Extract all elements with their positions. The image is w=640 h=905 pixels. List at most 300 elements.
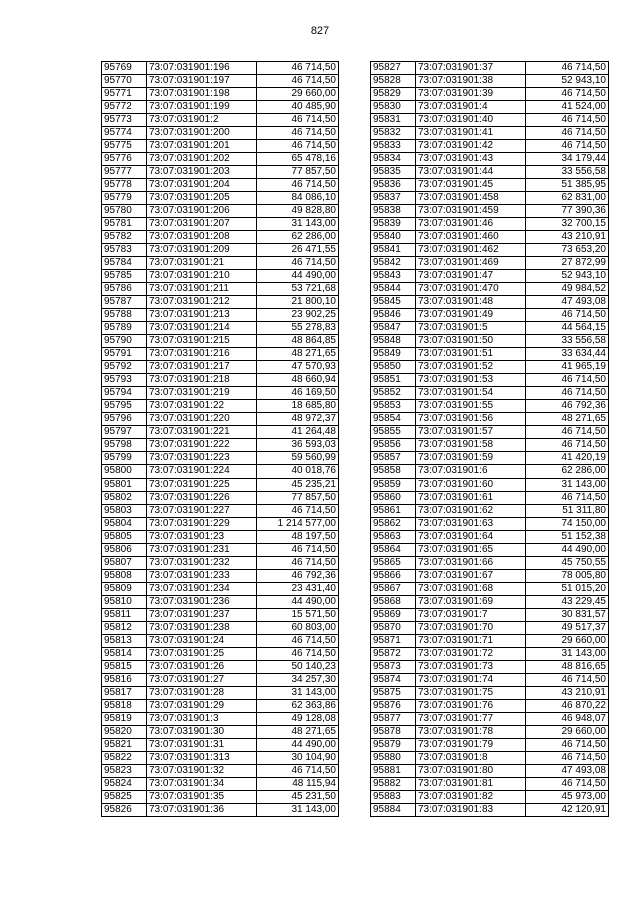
- value-cell: 48 271,65: [526, 413, 609, 426]
- table-row: [102, 387, 339, 400]
- table-row: [102, 322, 339, 335]
- value-cell: 44 564,15: [526, 322, 609, 335]
- row-number-cell: 95804: [102, 517, 147, 530]
- value-cell: 46 870,22: [526, 699, 609, 712]
- value-cell: 48 972,37: [257, 413, 339, 426]
- row-number-cell: 95769: [102, 62, 147, 75]
- value-cell: 41 524,00: [526, 101, 609, 114]
- table-row: [371, 491, 609, 504]
- value-cell: 78 005,80: [526, 569, 609, 582]
- cadastral-number-cell: 73:07:031901:83: [416, 803, 526, 816]
- cadastral-number-cell: 73:07:031901:52: [416, 361, 526, 374]
- cadastral-number-cell: 73:07:031901:8: [416, 751, 526, 764]
- table-row: [102, 283, 339, 296]
- cadastral-number-cell: 73:07:031901:206: [147, 205, 257, 218]
- table-row: [102, 205, 339, 218]
- value-cell: 44 490,00: [257, 595, 339, 608]
- cadastral-number-cell: 73:07:031901:205: [147, 192, 257, 205]
- row-number-cell: 95778: [102, 179, 147, 192]
- cadastral-number-cell: 73:07:031901:22: [147, 400, 257, 413]
- table-row: [371, 673, 609, 686]
- value-cell: 46 714,50: [257, 140, 339, 153]
- row-number-cell: 95828: [371, 75, 416, 88]
- row-number-cell: 95826: [102, 803, 147, 816]
- value-cell: 46 714,50: [526, 439, 609, 452]
- cadastral-number-cell: 73:07:031901:208: [147, 231, 257, 244]
- value-cell: 48 197,50: [257, 530, 339, 543]
- cadastral-number-cell: 73:07:031901:227: [147, 504, 257, 517]
- cadastral-number-cell: 73:07:031901:58: [416, 439, 526, 452]
- value-cell: 43 210,91: [526, 231, 609, 244]
- table-row: [371, 426, 609, 439]
- table-row: [102, 192, 339, 205]
- value-cell: 46 714,50: [257, 127, 339, 140]
- cadastral-number-cell: 73:07:031901:61: [416, 491, 526, 504]
- row-number-cell: 95818: [102, 699, 147, 712]
- table-row: [371, 647, 609, 660]
- value-cell: 18 685,80: [257, 400, 339, 413]
- table-row: [102, 335, 339, 348]
- value-cell: 46 714,50: [526, 387, 609, 400]
- table-row: [371, 335, 609, 348]
- cadastral-number-cell: 73:07:031901:201: [147, 140, 257, 153]
- table-row: [102, 439, 339, 452]
- cadastral-number-cell: 73:07:031901:53: [416, 374, 526, 387]
- table-row: [102, 374, 339, 387]
- row-number-cell: 95809: [102, 582, 147, 595]
- row-number-cell: 95795: [102, 400, 147, 413]
- value-cell: 62 363,86: [257, 699, 339, 712]
- value-cell: 47 570,93: [257, 361, 339, 374]
- row-number-cell: 95811: [102, 608, 147, 621]
- value-cell: 40 485,90: [257, 101, 339, 114]
- row-number-cell: 95842: [371, 257, 416, 270]
- cadastral-number-cell: 73:07:031901:43: [416, 153, 526, 166]
- value-cell: 46 714,50: [526, 309, 609, 322]
- value-cell: 46 714,50: [526, 426, 609, 439]
- row-number-cell: 95793: [102, 374, 147, 387]
- row-number-cell: 95779: [102, 192, 147, 205]
- row-number-cell: 95845: [371, 296, 416, 309]
- row-number-cell: 95861: [371, 504, 416, 517]
- row-number-cell: 95820: [102, 725, 147, 738]
- row-number-cell: 95880: [371, 751, 416, 764]
- cadastral-number-cell: 73:07:031901:38: [416, 75, 526, 88]
- value-cell: 46 792,36: [526, 400, 609, 413]
- row-number-cell: 95822: [102, 751, 147, 764]
- row-number-cell: 95863: [371, 530, 416, 543]
- row-number-cell: 95796: [102, 413, 147, 426]
- table-row: [371, 244, 609, 257]
- row-number-cell: 95849: [371, 348, 416, 361]
- value-cell: 15 571,50: [257, 608, 339, 621]
- cadastral-number-cell: 73:07:031901:28: [147, 686, 257, 699]
- value-cell: 46 714,50: [526, 140, 609, 153]
- table-row: [371, 634, 609, 647]
- table-row: [102, 530, 339, 543]
- table-row: [371, 790, 609, 803]
- value-cell: 65 478,16: [257, 153, 339, 166]
- registry-table-left: [101, 61, 339, 817]
- table-row: [371, 452, 609, 465]
- cadastral-number-cell: 73:07:031901:238: [147, 621, 257, 634]
- cadastral-number-cell: 73:07:031901:23: [147, 530, 257, 543]
- row-number-cell: 95823: [102, 764, 147, 777]
- row-number-cell: 95772: [102, 101, 147, 114]
- table-row: [371, 608, 609, 621]
- value-cell: 46 714,50: [526, 491, 609, 504]
- table-row: [371, 556, 609, 569]
- value-cell: 32 700,15: [526, 218, 609, 231]
- cadastral-number-cell: 73:07:031901:459: [416, 205, 526, 218]
- cadastral-number-cell: 73:07:031901:32: [147, 764, 257, 777]
- table-row: [371, 101, 609, 114]
- table-row: [371, 374, 609, 387]
- row-number-cell: 95802: [102, 491, 147, 504]
- row-number-cell: 95805: [102, 530, 147, 543]
- cadastral-number-cell: 73:07:031901:6: [416, 465, 526, 478]
- table-row: [102, 647, 339, 660]
- table-row: [371, 62, 609, 75]
- value-cell: 46 714,50: [257, 634, 339, 647]
- cadastral-number-cell: 73:07:031901:39: [416, 88, 526, 101]
- row-number-cell: 95787: [102, 296, 147, 309]
- row-number-cell: 95815: [102, 660, 147, 673]
- value-cell: 48 864,85: [257, 335, 339, 348]
- table-row: [102, 738, 339, 751]
- table-row: [102, 62, 339, 75]
- cadastral-number-cell: 73:07:031901:2: [147, 114, 257, 127]
- row-number-cell: 95785: [102, 270, 147, 283]
- value-cell: 46 792,36: [257, 569, 339, 582]
- cadastral-number-cell: 73:07:031901:60: [416, 478, 526, 491]
- value-cell: 33 556,58: [526, 335, 609, 348]
- row-number-cell: 95810: [102, 595, 147, 608]
- cadastral-number-cell: 73:07:031901:223: [147, 452, 257, 465]
- value-cell: 30 831,57: [526, 608, 609, 621]
- row-number-cell: 95819: [102, 712, 147, 725]
- row-number-cell: 95883: [371, 790, 416, 803]
- cadastral-number-cell: 73:07:031901:209: [147, 244, 257, 257]
- row-number-cell: 95869: [371, 608, 416, 621]
- value-cell: 29 660,00: [526, 634, 609, 647]
- table-row: [371, 582, 609, 595]
- cadastral-number-cell: 73:07:031901:48: [416, 296, 526, 309]
- table-row: [371, 543, 609, 556]
- cadastral-number-cell: 73:07:031901:5: [416, 322, 526, 335]
- cadastral-number-cell: 73:07:031901:49: [416, 309, 526, 322]
- row-number-cell: 95874: [371, 673, 416, 686]
- cadastral-number-cell: 73:07:031901:66: [416, 556, 526, 569]
- table-row: [371, 725, 609, 738]
- value-cell: 51 152,38: [526, 530, 609, 543]
- value-cell: 74 150,00: [526, 517, 609, 530]
- value-cell: 46 714,50: [257, 179, 339, 192]
- row-number-cell: 95831: [371, 114, 416, 127]
- value-cell: 45 973,00: [526, 790, 609, 803]
- cadastral-number-cell: 73:07:031901:203: [147, 166, 257, 179]
- value-cell: 50 140,23: [257, 660, 339, 673]
- value-cell: 34 179,44: [526, 153, 609, 166]
- row-number-cell: 95834: [371, 153, 416, 166]
- row-number-cell: 95782: [102, 231, 147, 244]
- table-row: [371, 764, 609, 777]
- table-row: [371, 517, 609, 530]
- table-row: [102, 712, 339, 725]
- row-number-cell: 95846: [371, 309, 416, 322]
- row-number-cell: 95856: [371, 439, 416, 452]
- value-cell: 46 714,50: [526, 127, 609, 140]
- cadastral-number-cell: 73:07:031901:56: [416, 413, 526, 426]
- value-cell: 31 143,00: [526, 478, 609, 491]
- value-cell: 77 390,36: [526, 205, 609, 218]
- value-cell: 46 714,50: [526, 751, 609, 764]
- row-number-cell: 95784: [102, 257, 147, 270]
- value-cell: 48 115,94: [257, 777, 339, 790]
- value-cell: 46 714,50: [257, 257, 339, 270]
- row-number-cell: 95827: [371, 62, 416, 75]
- value-cell: 46 714,50: [257, 543, 339, 556]
- value-cell: 48 271,65: [257, 725, 339, 738]
- value-cell: 77 857,50: [257, 491, 339, 504]
- table-row: [102, 686, 339, 699]
- row-number-cell: 95824: [102, 777, 147, 790]
- row-number-cell: 95771: [102, 88, 147, 101]
- row-number-cell: 95860: [371, 491, 416, 504]
- table-row: [371, 166, 609, 179]
- table-row: [371, 192, 609, 205]
- table-row: [371, 309, 609, 322]
- table-row: [102, 361, 339, 374]
- value-cell: 23 431,40: [257, 582, 339, 595]
- table-row: [371, 504, 609, 517]
- cadastral-number-cell: 73:07:031901:75: [416, 686, 526, 699]
- value-cell: 62 831,00: [526, 192, 609, 205]
- row-number-cell: 95871: [371, 634, 416, 647]
- cadastral-number-cell: 73:07:031901:64: [416, 530, 526, 543]
- table-row: [102, 543, 339, 556]
- row-number-cell: 95783: [102, 244, 147, 257]
- value-cell: 46 948,07: [526, 712, 609, 725]
- table-row: [371, 283, 609, 296]
- table-row: [371, 751, 609, 764]
- value-cell: 49 517,37: [526, 621, 609, 634]
- table-row: [371, 660, 609, 673]
- value-cell: 31 143,00: [257, 803, 339, 816]
- cadastral-number-cell: 73:07:031901:462: [416, 244, 526, 257]
- table-row: [102, 790, 339, 803]
- row-number-cell: 95788: [102, 309, 147, 322]
- cadastral-number-cell: 73:07:031901:229: [147, 517, 257, 530]
- cadastral-number-cell: 73:07:031901:67: [416, 569, 526, 582]
- value-cell: 46 714,50: [257, 764, 339, 777]
- table-row: [102, 634, 339, 647]
- table-row: [371, 478, 609, 491]
- table-row: [371, 205, 609, 218]
- table-row: [371, 140, 609, 153]
- cadastral-number-cell: 73:07:031901:81: [416, 777, 526, 790]
- cadastral-number-cell: 73:07:031901:214: [147, 322, 257, 335]
- cadastral-number-cell: 73:07:031901:222: [147, 439, 257, 452]
- table-row: [371, 270, 609, 283]
- table-row: [102, 478, 339, 491]
- table-row: [102, 309, 339, 322]
- value-cell: 45 231,50: [257, 790, 339, 803]
- row-number-cell: 95774: [102, 127, 147, 140]
- cadastral-number-cell: 73:07:031901:313: [147, 751, 257, 764]
- table-row: [102, 452, 339, 465]
- row-number-cell: 95884: [371, 803, 416, 816]
- table-row: [371, 803, 609, 816]
- row-number-cell: 95854: [371, 413, 416, 426]
- value-cell: 29 660,00: [257, 88, 339, 101]
- value-cell: 59 560,99: [257, 452, 339, 465]
- value-cell: 46 714,50: [526, 62, 609, 75]
- value-cell: 31 143,00: [257, 686, 339, 699]
- cadastral-number-cell: 73:07:031901:199: [147, 101, 257, 114]
- table-row: [102, 348, 339, 361]
- cadastral-number-cell: 73:07:031901:25: [147, 647, 257, 660]
- table-row: [102, 400, 339, 413]
- cadastral-number-cell: 73:07:031901:217: [147, 361, 257, 374]
- value-cell: 44 490,00: [257, 738, 339, 751]
- value-cell: 51 015,20: [526, 582, 609, 595]
- table-row: [102, 777, 339, 790]
- table-row: [371, 621, 609, 634]
- cadastral-number-cell: 73:07:031901:197: [147, 75, 257, 88]
- table-row: [371, 218, 609, 231]
- row-number-cell: 95817: [102, 686, 147, 699]
- cadastral-number-cell: 73:07:031901:34: [147, 777, 257, 790]
- table-row: [371, 257, 609, 270]
- row-number-cell: 95850: [371, 361, 416, 374]
- row-number-cell: 95814: [102, 647, 147, 660]
- value-cell: 31 143,00: [257, 218, 339, 231]
- value-cell: 84 086,10: [257, 192, 339, 205]
- cadastral-number-cell: 73:07:031901:26: [147, 660, 257, 673]
- value-cell: 29 660,00: [526, 725, 609, 738]
- row-number-cell: 95838: [371, 205, 416, 218]
- row-number-cell: 95797: [102, 426, 147, 439]
- value-cell: 44 490,00: [257, 270, 339, 283]
- table-row: [102, 166, 339, 179]
- row-number-cell: 95799: [102, 452, 147, 465]
- value-cell: 73 653,20: [526, 244, 609, 257]
- row-number-cell: 95870: [371, 621, 416, 634]
- cadastral-number-cell: 73:07:031901:63: [416, 517, 526, 530]
- row-number-cell: 95791: [102, 348, 147, 361]
- cadastral-number-cell: 73:07:031901:231: [147, 543, 257, 556]
- cadastral-number-cell: 73:07:031901:80: [416, 764, 526, 777]
- value-cell: 33 556,58: [526, 166, 609, 179]
- cadastral-number-cell: 73:07:031901:40: [416, 114, 526, 127]
- cadastral-number-cell: 73:07:031901:41: [416, 127, 526, 140]
- row-number-cell: 95862: [371, 517, 416, 530]
- cadastral-number-cell: 73:07:031901:76: [416, 699, 526, 712]
- cadastral-number-cell: 73:07:031901:212: [147, 296, 257, 309]
- cadastral-number-cell: 73:07:031901:37: [416, 62, 526, 75]
- cadastral-number-cell: 73:07:031901:29: [147, 699, 257, 712]
- cadastral-number-cell: 73:07:031901:200: [147, 127, 257, 140]
- table-row: [371, 88, 609, 101]
- cadastral-number-cell: 73:07:031901:44: [416, 166, 526, 179]
- row-number-cell: 95801: [102, 478, 147, 491]
- table-row: [102, 556, 339, 569]
- cadastral-number-cell: 73:07:031901:55: [416, 400, 526, 413]
- value-cell: 36 593,03: [257, 439, 339, 452]
- value-cell: 31 143,00: [526, 647, 609, 660]
- cadastral-number-cell: 73:07:031901:50: [416, 335, 526, 348]
- table-row: [371, 686, 609, 699]
- value-cell: 49 128,08: [257, 712, 339, 725]
- cadastral-number-cell: 73:07:031901:74: [416, 673, 526, 686]
- table-row: [102, 153, 339, 166]
- value-cell: 48 660,94: [257, 374, 339, 387]
- row-number-cell: 95858: [371, 465, 416, 478]
- cadastral-number-cell: 73:07:031901:215: [147, 335, 257, 348]
- table-row: [102, 725, 339, 738]
- table-row: [102, 244, 339, 257]
- cadastral-number-cell: 73:07:031901:219: [147, 387, 257, 400]
- cadastral-number-cell: 73:07:031901:202: [147, 153, 257, 166]
- table-row: [102, 140, 339, 153]
- table-row: [102, 764, 339, 777]
- cadastral-number-cell: 73:07:031901:3: [147, 712, 257, 725]
- row-number-cell: 95780: [102, 205, 147, 218]
- cadastral-number-cell: 73:07:031901:78: [416, 725, 526, 738]
- table-row: [102, 569, 339, 582]
- row-number-cell: 95859: [371, 478, 416, 491]
- row-number-cell: 95792: [102, 361, 147, 374]
- row-number-cell: 95841: [371, 244, 416, 257]
- value-cell: 46 714,50: [257, 504, 339, 517]
- table-row: [371, 127, 609, 140]
- value-cell: 47 493,08: [526, 764, 609, 777]
- row-number-cell: 95865: [371, 556, 416, 569]
- row-number-cell: 95881: [371, 764, 416, 777]
- cadastral-number-cell: 73:07:031901:35: [147, 790, 257, 803]
- table-row: [371, 348, 609, 361]
- cadastral-number-cell: 73:07:031901:210: [147, 270, 257, 283]
- table-row: [371, 699, 609, 712]
- row-number-cell: 95806: [102, 543, 147, 556]
- cadastral-number-cell: 73:07:031901:198: [147, 88, 257, 101]
- table-row: [102, 88, 339, 101]
- table-row: [102, 127, 339, 140]
- value-cell: 45 235,21: [257, 478, 339, 491]
- table-row: [371, 413, 609, 426]
- value-cell: 62 286,00: [257, 231, 339, 244]
- table-row: [102, 426, 339, 439]
- table-row: [102, 491, 339, 504]
- value-cell: 34 257,30: [257, 673, 339, 686]
- row-number-cell: 95875: [371, 686, 416, 699]
- cadastral-number-cell: 73:07:031901:62: [416, 504, 526, 517]
- table-row: [102, 270, 339, 283]
- table-row: [371, 712, 609, 725]
- table-row: [371, 296, 609, 309]
- row-number-cell: 95872: [371, 647, 416, 660]
- value-cell: 33 634,44: [526, 348, 609, 361]
- table-row: [371, 569, 609, 582]
- row-number-cell: 95853: [371, 400, 416, 413]
- row-number-cell: 95790: [102, 335, 147, 348]
- cadastral-number-cell: 73:07:031901:79: [416, 738, 526, 751]
- row-number-cell: 95855: [371, 426, 416, 439]
- table-row: [102, 218, 339, 231]
- row-number-cell: 95840: [371, 231, 416, 244]
- cadastral-number-cell: 73:07:031901:216: [147, 348, 257, 361]
